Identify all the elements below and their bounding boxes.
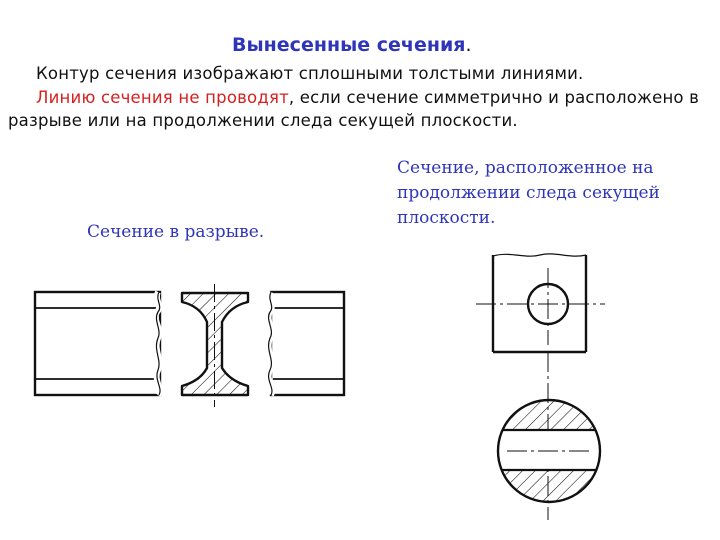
- highlight-text: Линию сечения не проводят: [36, 87, 289, 107]
- right-beam-fragment: [269, 292, 344, 395]
- caption-in-break: Сечение в разрыве.: [87, 222, 265, 242]
- caption-continuation: Сечение, расположенное на продолжении следа секущей плоскости.: [397, 158, 660, 228]
- paragraph-rest: , если сечение симметрично и расположено в разрыве или на продолжении следа секущей плоскости.: [8, 87, 700, 130]
- circular-section: [496, 400, 602, 502]
- continuation-section-drawing: [476, 254, 605, 520]
- rod-view: [476, 254, 605, 352]
- left-beam-fragment: [35, 292, 160, 395]
- paragraph-line1: Контур сечения изображают сплошными толстыми линиями.: [36, 64, 584, 83]
- title-dot: .: [465, 34, 472, 56]
- title-text: Вынесенные сечения: [232, 34, 466, 56]
- section-in-break-drawing: [35, 284, 344, 407]
